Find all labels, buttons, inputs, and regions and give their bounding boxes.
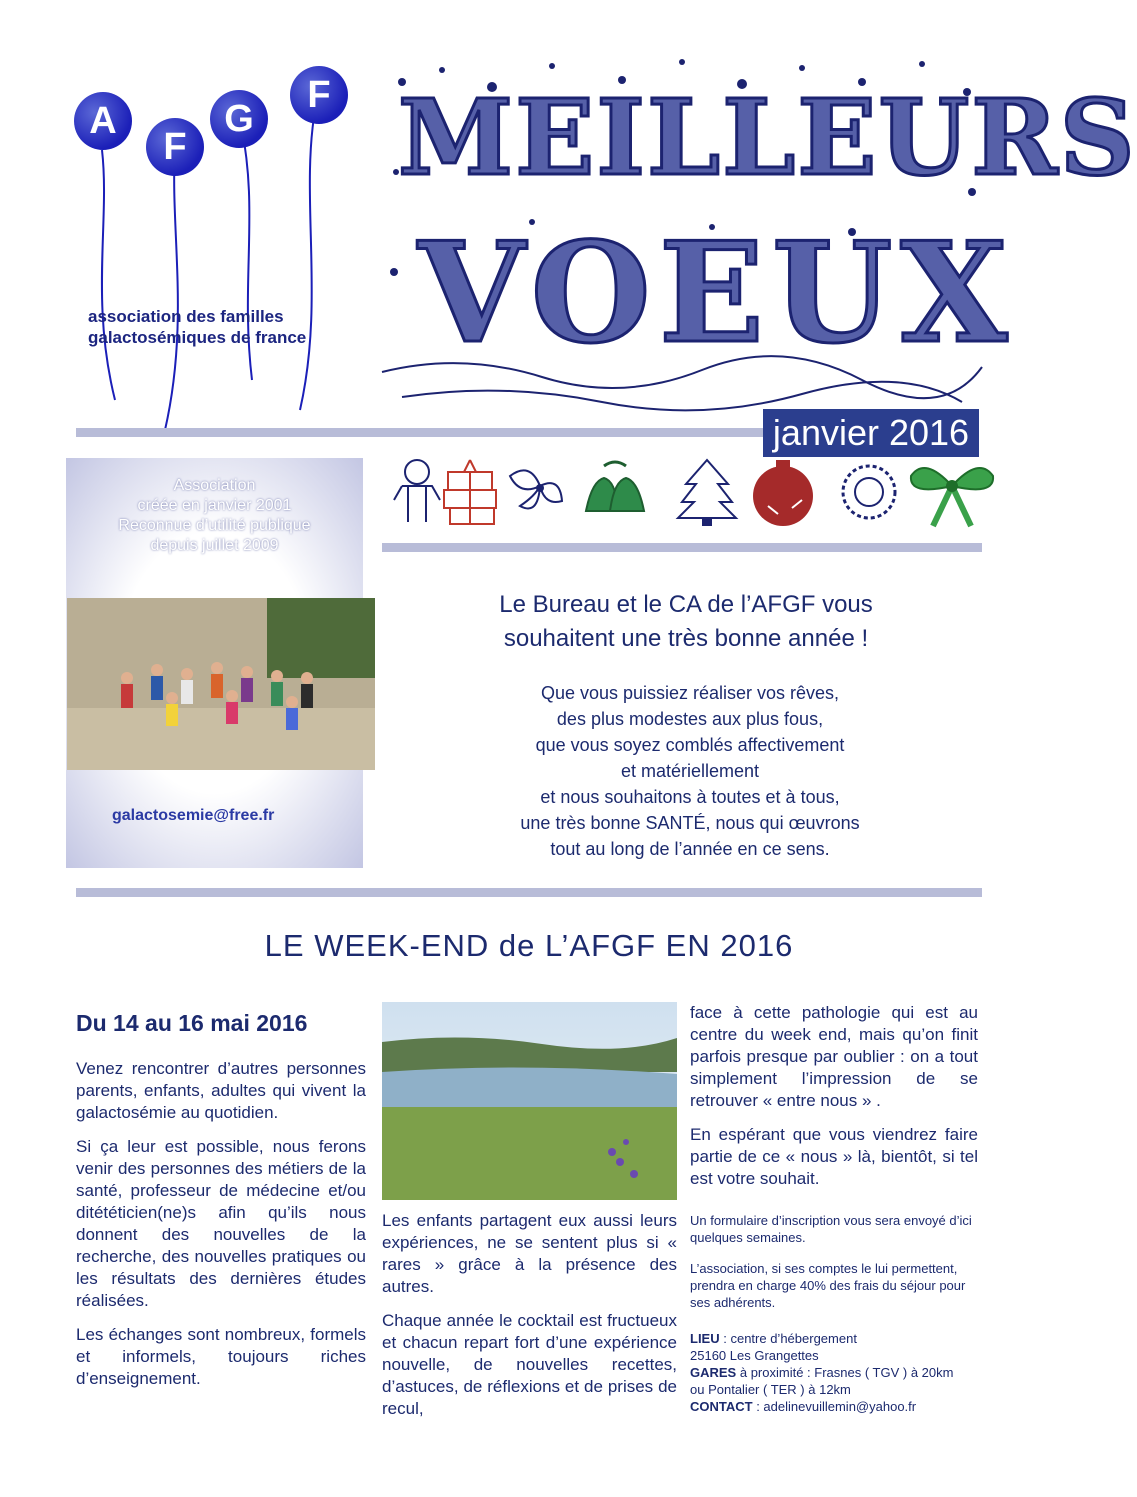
sidebar-line2: créée en janvier 2001 — [137, 497, 292, 514]
note-form: Un formulaire d’inscription vous sera envoyé d’ici quelques semaines. — [690, 1213, 972, 1245]
registration-notes — [690, 1212, 980, 1325]
gares-row — [690, 1364, 990, 1381]
gares-alt: ou Pontalier ( TER ) à 12km — [690, 1382, 851, 1397]
greeting-body — [390, 680, 990, 862]
holly-icon — [500, 456, 570, 528]
greeting-line: Que vous puissiez réaliser vos rêves, — [540, 683, 840, 703]
contact-row — [690, 1398, 990, 1415]
balloon-f2: F — [290, 66, 348, 124]
section-rule — [76, 888, 982, 897]
gares-value: à proximité : Frasnes ( TGV ) à 20km — [736, 1365, 954, 1380]
sidebar-line4: depuis juillet 2009 — [150, 537, 279, 554]
logo-tagline — [88, 306, 306, 348]
greeting-line: des plus modestes aux plus fous, — [556, 709, 824, 729]
weekend-column-1 — [76, 1058, 366, 1402]
tagline-line2: galactosémiques de france — [88, 328, 307, 347]
greeting-line: que vous soyez comblés affectivement — [535, 735, 845, 755]
header-rule — [76, 428, 766, 437]
gares-label: GARES — [690, 1365, 737, 1380]
weekend-column-3 — [690, 1002, 978, 1202]
bells-icon — [578, 456, 648, 528]
paragraph: face à cette pathologie qui est au centre du week end, mais qu’on finit parfois presque par oublier : on a tout simplement l’impression de se retrouver « entre nous » . — [690, 1003, 978, 1110]
group-photo — [67, 598, 375, 770]
paragraph: Chaque année le cocktail est fructueux et chacun repart fort d’une expérience nouvelle, de nouvelles recettes, d’astuces, de réflexions et de prises de recul, — [382, 1311, 677, 1418]
weekend-dates: Du 14 au 16 mai 2016 — [76, 1010, 308, 1036]
gift-stack-icon — [438, 456, 508, 528]
greeting-heading — [386, 588, 986, 656]
sidebar-line3: Reconnue d’utilité publique — [118, 517, 311, 534]
paragraph: Les enfants partagent eux aussi leurs expériences, ne se sentent plus si « rares » grâce à la présence des autres. — [382, 1211, 677, 1296]
deco-rule — [382, 543, 982, 552]
lieu-address: 25160 Les Grangettes — [690, 1348, 819, 1363]
note-funding: L’association, si ses comptes le lui permettent, prendra en charge 40% des frais du séjour pour ses adhérents. — [690, 1261, 966, 1310]
contact-label: CONTACT — [690, 1399, 753, 1414]
lieu-row — [690, 1330, 990, 1347]
bow-icon — [905, 456, 999, 528]
paragraph: Les échanges sont nombreux, formels et informels, toujours riches d’enseignement. — [76, 1325, 366, 1388]
lake-landscape-photo — [382, 1002, 677, 1200]
greeting-line: et matériellement — [620, 761, 760, 781]
title-line2: VOEUX — [418, 211, 1016, 374]
balloon-g: G — [210, 90, 268, 148]
ornament-icon — [748, 456, 818, 528]
paragraph: En espérant que vous viendrez faire partie de ce « nous » là, bientôt, si tel est votre souhait. — [690, 1125, 978, 1188]
greeting-line: une très bonne SANTÉ, nous qui œuvrons — [520, 813, 860, 833]
issue-date: janvier 2016 — [763, 409, 979, 457]
greeting-head-line1: Le Bureau et le CA de l’AFGF vous — [499, 591, 873, 618]
wreath-icon — [834, 456, 904, 528]
balloon-a: A — [74, 92, 132, 150]
practical-info — [690, 1330, 990, 1415]
lieu-value: : centre d’hébergement — [719, 1331, 857, 1346]
tagline-line1: association des familles — [88, 307, 284, 326]
weekend-title: LE WEEK-END de L’AFGF EN 2016 — [264, 928, 794, 963]
contact-email[interactable]: galactosemie@free.fr — [112, 807, 275, 824]
balloon-f1: F — [146, 118, 204, 176]
greeting-line: tout au long de l’année en ce sens. — [550, 839, 830, 859]
greeting-line: et nous souhaitons à toutes et à tous, — [540, 787, 840, 807]
lieu-label: LIEU — [690, 1331, 720, 1346]
weekend-column-2 — [382, 1210, 677, 1432]
paragraph: Si ça leur est possible, nous ferons venir des personnes des métiers de la santé, professeur de médecine et/ou ditététicien(ne)s afin qu’ils nous donnent des nouvelles de la recherche, des nouvelles pratiques ou les résultats des dernières études réalisées. — [76, 1137, 366, 1310]
greeting-head-line2: souhaitent une très bonne année ! — [503, 625, 869, 652]
sidebar-line1: Association — [173, 477, 256, 494]
title-line1: MEILLEURS — [398, 76, 1137, 199]
christmas-tree-icon — [672, 456, 742, 528]
contact-value[interactable]: : adelinevuillemin@yahoo.fr — [752, 1399, 917, 1414]
paragraph: Venez rencontrer d’autres personnes parents, enfants, adultes qui vivent la galactosémie au quotidien. — [76, 1059, 366, 1122]
